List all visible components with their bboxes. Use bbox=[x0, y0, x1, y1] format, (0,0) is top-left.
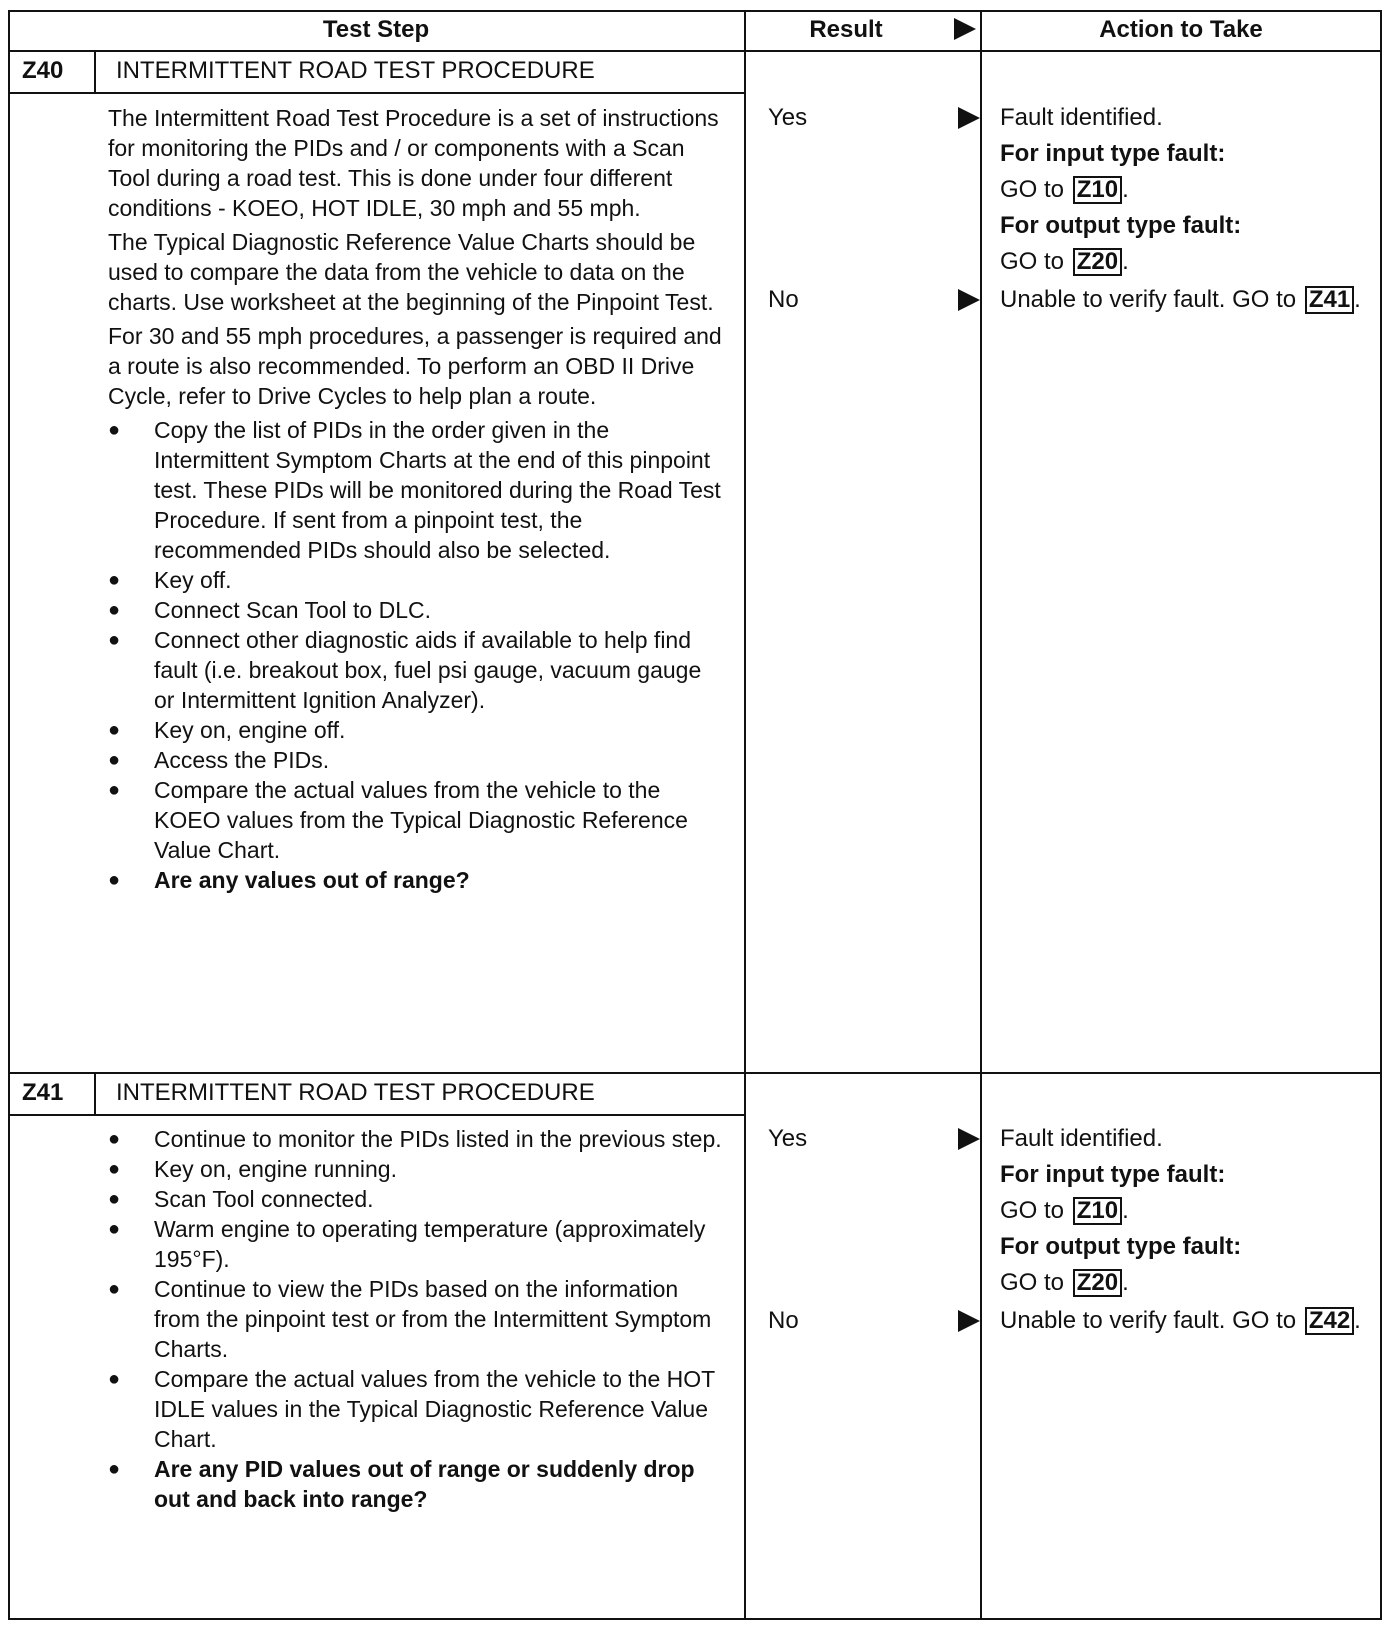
list-item: ● Scan Tool connected. bbox=[108, 1184, 728, 1214]
action-no bbox=[1000, 1306, 1370, 1342]
list-item: ● Continue to view the PIDs based on the information from the pinpoint test or from the Intermittent Symptom Charts. bbox=[108, 1274, 728, 1364]
step-body bbox=[108, 103, 728, 895]
list-item-question: ● Are any values out of range? bbox=[108, 865, 728, 895]
output-fault-heading: For output type fault: bbox=[1000, 212, 1242, 239]
paragraph: For 30 and 55 mph procedures, a passenger is required and a route is also recommended. To perform an OBD II Drive Cycle, refer to Drive Cycles to help plan a route. bbox=[108, 323, 722, 409]
unable-to-verify: Unable to verify fault. GO to Z41 . bbox=[1000, 286, 1361, 313]
input-fault-goto: GO to Z10 . bbox=[1000, 1197, 1129, 1224]
step-ref-link[interactable]: Z41 bbox=[1305, 286, 1354, 314]
paragraph: The Typical Diagnostic Reference Value Charts should be used to compare the data from the vehicle to data on the charts. Use worksheet at the beginning of the Pinpoint Test. bbox=[108, 229, 714, 315]
fault-identified: Fault identified. bbox=[1000, 104, 1163, 131]
arrow-right-icon bbox=[958, 1310, 980, 1332]
list-item-question: ● Are any PID values out of range or suddenly drop out and back into range? bbox=[108, 1454, 728, 1514]
header-result: Result bbox=[809, 16, 883, 43]
list-item: ● Copy the list of PIDs in the order given in the Intermittent Symptom Charts at the end of this pinpoint test. These PIDs will be monitored during the Road Test Procedure. If sent from a pinpoint test, the recommended PIDs should also be selected. bbox=[108, 415, 728, 565]
input-fault-heading: For input type fault: bbox=[1000, 1161, 1226, 1188]
output-fault-goto: GO to Z20 . bbox=[1000, 1269, 1129, 1296]
header-bottom-border bbox=[8, 50, 1382, 52]
result-column-divider bbox=[744, 10, 746, 1620]
result-yes: Yes bbox=[768, 104, 808, 131]
table-bottom-border bbox=[8, 1618, 1382, 1620]
list-item: ● Compare the actual values from the vehicle to the HOT IDLE values in the Typical Diagnostic Reference Value Chart. bbox=[108, 1364, 728, 1454]
step-body bbox=[108, 1124, 728, 1514]
arrow-right-icon bbox=[958, 1128, 980, 1150]
list-item: ● Connect other diagnostic aids if available to help find fault (i.e. breakout box, fuel psi gauge, vacuum gauge or Intermittent Ignition Analyzer). bbox=[108, 625, 728, 715]
header-test-step: Test Step bbox=[322, 16, 430, 43]
action-yes bbox=[1000, 103, 1370, 283]
fault-identified: Fault identified. bbox=[1000, 1125, 1163, 1152]
step-ref-link[interactable]: Z10 bbox=[1073, 176, 1122, 204]
result-no: No bbox=[768, 1307, 799, 1334]
list-item: ● Connect Scan Tool to DLC. bbox=[108, 595, 728, 625]
list-item: ● Compare the actual values from the vehicle to the KOEO values from the Typical Diagnostic Reference Value Chart. bbox=[108, 775, 728, 865]
result-no: No bbox=[768, 286, 799, 313]
list-item: ● Warm engine to operating temperature (approximately 195°F). bbox=[108, 1214, 728, 1274]
arrow-right-icon bbox=[958, 289, 980, 311]
step-ref-link[interactable]: Z10 bbox=[1073, 1197, 1122, 1225]
step-ref-link[interactable]: Z42 bbox=[1305, 1307, 1354, 1335]
row-divider bbox=[8, 1072, 1382, 1074]
step-ref-link[interactable]: Z20 bbox=[1073, 1269, 1122, 1297]
list-item: ● Key on, engine running. bbox=[108, 1154, 728, 1184]
output-fault-goto: GO to Z20 . bbox=[1000, 248, 1129, 275]
input-fault-heading: For input type fault: bbox=[1000, 140, 1226, 167]
table-right-border bbox=[1380, 10, 1382, 1620]
paragraph: The Intermittent Road Test Procedure is a set of instructions for monitoring the PIDs and / or components with a Scan Tool during a road test. This is done under four different conditions - KOEO, HOT IDLE, 30 mph and 55 mph. bbox=[108, 105, 719, 221]
step-id: Z41 bbox=[22, 1079, 64, 1106]
list-item: ● Key off. bbox=[108, 565, 728, 595]
input-fault-goto: GO to Z10 . bbox=[1000, 176, 1129, 203]
action-no bbox=[1000, 285, 1370, 321]
z41-id-divider bbox=[94, 1072, 96, 1114]
bullet-list bbox=[108, 1124, 728, 1514]
output-fault-heading: For output type fault: bbox=[1000, 1233, 1242, 1260]
step-title: INTERMITTENT ROAD TEST PROCEDURE bbox=[116, 57, 595, 84]
z40-title-underline bbox=[8, 92, 744, 94]
step-ref-link[interactable]: Z20 bbox=[1073, 248, 1122, 276]
arrow-right-icon bbox=[958, 107, 980, 129]
table-left-border bbox=[8, 10, 10, 1620]
bullet-list bbox=[108, 415, 728, 895]
unable-to-verify: Unable to verify fault. GO to Z42 . bbox=[1000, 1307, 1361, 1334]
header-arrow-icon bbox=[954, 18, 976, 40]
list-item: ● Continue to monitor the PIDs listed in the previous step. bbox=[108, 1124, 728, 1154]
z41-title-underline bbox=[8, 1114, 744, 1116]
action-column-divider bbox=[980, 10, 982, 1620]
test-step-table bbox=[8, 10, 1382, 1622]
list-item: ● Key on, engine off. bbox=[108, 715, 728, 745]
result-yes: Yes bbox=[768, 1125, 808, 1152]
step-id: Z40 bbox=[22, 57, 64, 84]
header-action: Action to Take bbox=[1099, 16, 1263, 43]
list-item: ● Access the PIDs. bbox=[108, 745, 728, 775]
step-title: INTERMITTENT ROAD TEST PROCEDURE bbox=[116, 1079, 595, 1106]
action-yes bbox=[1000, 1124, 1370, 1304]
z40-id-divider bbox=[94, 50, 96, 92]
